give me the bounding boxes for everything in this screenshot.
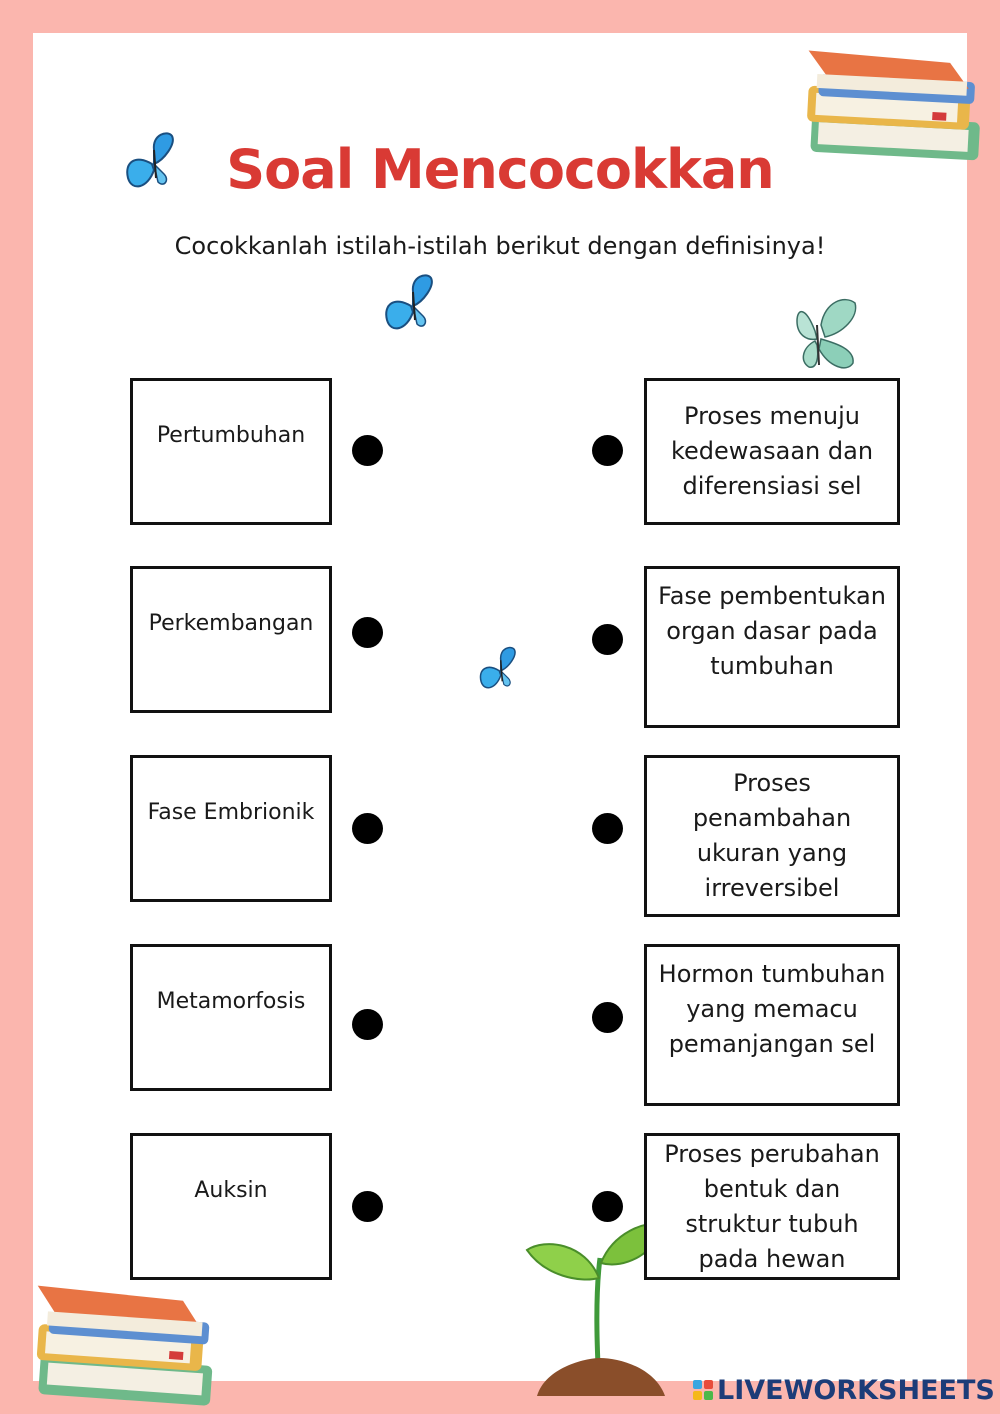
brand-text: LIVEWORKSHEETS	[717, 1374, 995, 1406]
term-box	[130, 1133, 332, 1280]
term-box	[130, 378, 332, 525]
term-label: Pertumbuhan	[156, 423, 306, 448]
term-label: Auksin	[194, 1178, 268, 1203]
term-connector-dot[interactable]	[352, 435, 383, 466]
definition-connector-dot[interactable]	[592, 813, 623, 844]
definition-text: Hormon tumbuhan yang memacu pemanjangan sel	[658, 960, 886, 1058]
definition-connector-dot[interactable]	[592, 435, 623, 466]
term-label: Metamorfosis	[156, 989, 306, 1014]
term-box	[130, 944, 332, 1091]
definition-box	[644, 378, 900, 525]
definition-box	[644, 755, 900, 917]
term-label: Fase Embrionik	[147, 800, 315, 825]
liveworksheets-logo	[693, 1372, 995, 1408]
definition-connector-dot[interactable]	[592, 1191, 623, 1222]
butterfly-icon	[795, 295, 861, 375]
term-box	[130, 755, 332, 902]
definition-box	[644, 1133, 900, 1280]
definition-box	[644, 566, 900, 728]
term-label: Perkembangan	[148, 611, 314, 636]
butterfly-icon	[478, 645, 522, 695]
definition-text: Proses perubahan bentuk dan struktur tubuh pada hewan	[664, 1139, 880, 1273]
term-connector-dot[interactable]	[352, 617, 383, 648]
definition-text: Proses penambahan ukuran yang irreversibel	[692, 769, 852, 902]
term-connector-dot[interactable]	[352, 813, 383, 844]
term-box	[130, 566, 332, 713]
term-connector-dot[interactable]	[352, 1191, 383, 1222]
definition-connector-dot[interactable]	[592, 1002, 623, 1033]
page-title: Soal Mencocokkan	[226, 138, 774, 201]
definition-text: Fase pembentukan organ dasar pada tumbuhan	[658, 582, 886, 680]
books-stack-icon	[30, 1272, 225, 1414]
instruction-text: Cocokkanlah istilah-istilah berikut dengan definisinya!	[174, 232, 826, 260]
definition-box	[644, 944, 900, 1106]
butterfly-icon	[383, 272, 441, 338]
definition-text: Proses menuju kedewasaan dan diferensiasi sel	[670, 402, 874, 500]
definition-connector-dot[interactable]	[592, 624, 623, 655]
logo-mark-icon	[693, 1380, 713, 1400]
term-connector-dot[interactable]	[352, 1009, 383, 1040]
